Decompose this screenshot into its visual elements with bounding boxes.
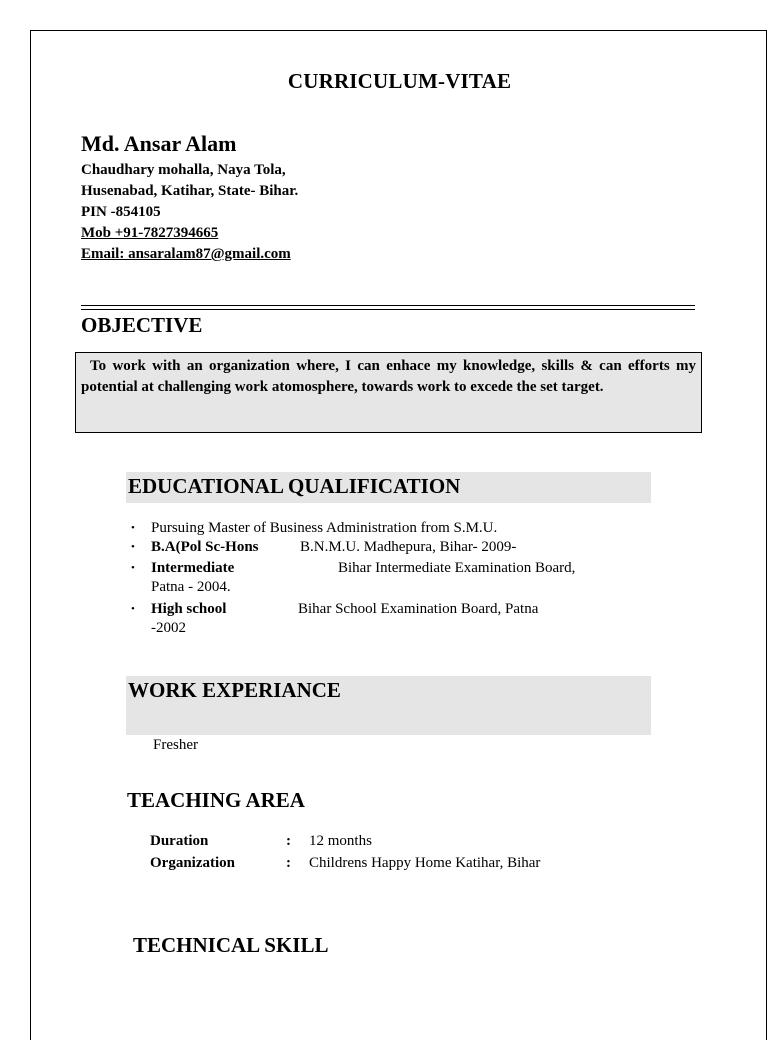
education-list bbox=[129, 519, 669, 638]
education-item-continuation: Patna - 2004. bbox=[151, 579, 231, 595]
education-heading-band bbox=[126, 472, 651, 503]
objective-text: To work with an organization where, I can enhace my knowledge, skills & can efforts my potential at challenging work atomosphere, towards work to excede the set target. bbox=[81, 358, 696, 395]
document-title: CURRICULUM-VITAE bbox=[287, 69, 512, 93]
bullet-icon: • bbox=[131, 562, 135, 574]
table-row bbox=[150, 830, 670, 852]
teaching-value: 12 months bbox=[309, 833, 372, 849]
divider-line-top bbox=[81, 305, 695, 306]
candidate-name: Md. Ansar Alam bbox=[81, 131, 237, 156]
teaching-heading: TEACHING AREA bbox=[127, 788, 305, 812]
education-item-text: Bihar School Examination Board, Patna bbox=[298, 601, 539, 617]
work-experience-text: Fresher bbox=[153, 737, 198, 753]
teaching-separator: : bbox=[286, 833, 291, 849]
list-item bbox=[129, 559, 669, 600]
education-item-text: Bihar Intermediate Examination Board, bbox=[338, 560, 576, 576]
education-item-label: High school bbox=[151, 601, 227, 617]
list-item bbox=[129, 538, 669, 559]
education-item-text: B.N.M.U. Madhepura, Bihar- 2009- bbox=[300, 539, 517, 555]
pin-code: PIN -854105 bbox=[81, 204, 161, 220]
teaching-separator: : bbox=[286, 855, 291, 871]
objective-heading: OBJECTIVE bbox=[81, 313, 203, 337]
address-line-1: Chaudhary mohalla, Naya Tola, bbox=[81, 162, 286, 178]
teaching-key: Duration bbox=[150, 833, 209, 849]
divider-line-bottom bbox=[81, 309, 695, 310]
education-item-label: B.A(Pol Sc-Hons bbox=[151, 539, 259, 555]
table-row bbox=[150, 852, 670, 874]
work-heading: WORK EXPERIANCE bbox=[128, 678, 341, 702]
bullet-icon: • bbox=[131, 603, 135, 615]
education-item-label: Intermediate bbox=[151, 560, 235, 576]
list-item bbox=[129, 600, 669, 638]
teaching-value: Childrens Happy Home Katihar, Bihar bbox=[309, 855, 541, 871]
education-item-text: Pursuing Master of Business Administration from S.M.U. bbox=[151, 520, 498, 536]
resume-page bbox=[30, 30, 767, 1040]
mobile-number: Mob +91-7827394665 bbox=[81, 225, 219, 241]
teaching-key: Organization bbox=[150, 855, 235, 871]
bullet-icon: • bbox=[131, 522, 135, 534]
objective-box bbox=[75, 352, 702, 433]
technical-heading: TECHNICAL SKILL bbox=[133, 933, 329, 957]
education-heading: EDUCATIONAL QUALIFICATION bbox=[128, 474, 461, 498]
education-item-continuation: -2002 bbox=[151, 620, 186, 636]
work-heading-band bbox=[126, 676, 651, 735]
email-address: Email: ansaralam87@gmail.com bbox=[81, 246, 291, 262]
bullet-icon: • bbox=[131, 541, 135, 553]
address-line-2: Husenabad, Katihar, State- Bihar. bbox=[81, 183, 299, 199]
list-item bbox=[129, 519, 669, 538]
teaching-table bbox=[150, 830, 670, 880]
